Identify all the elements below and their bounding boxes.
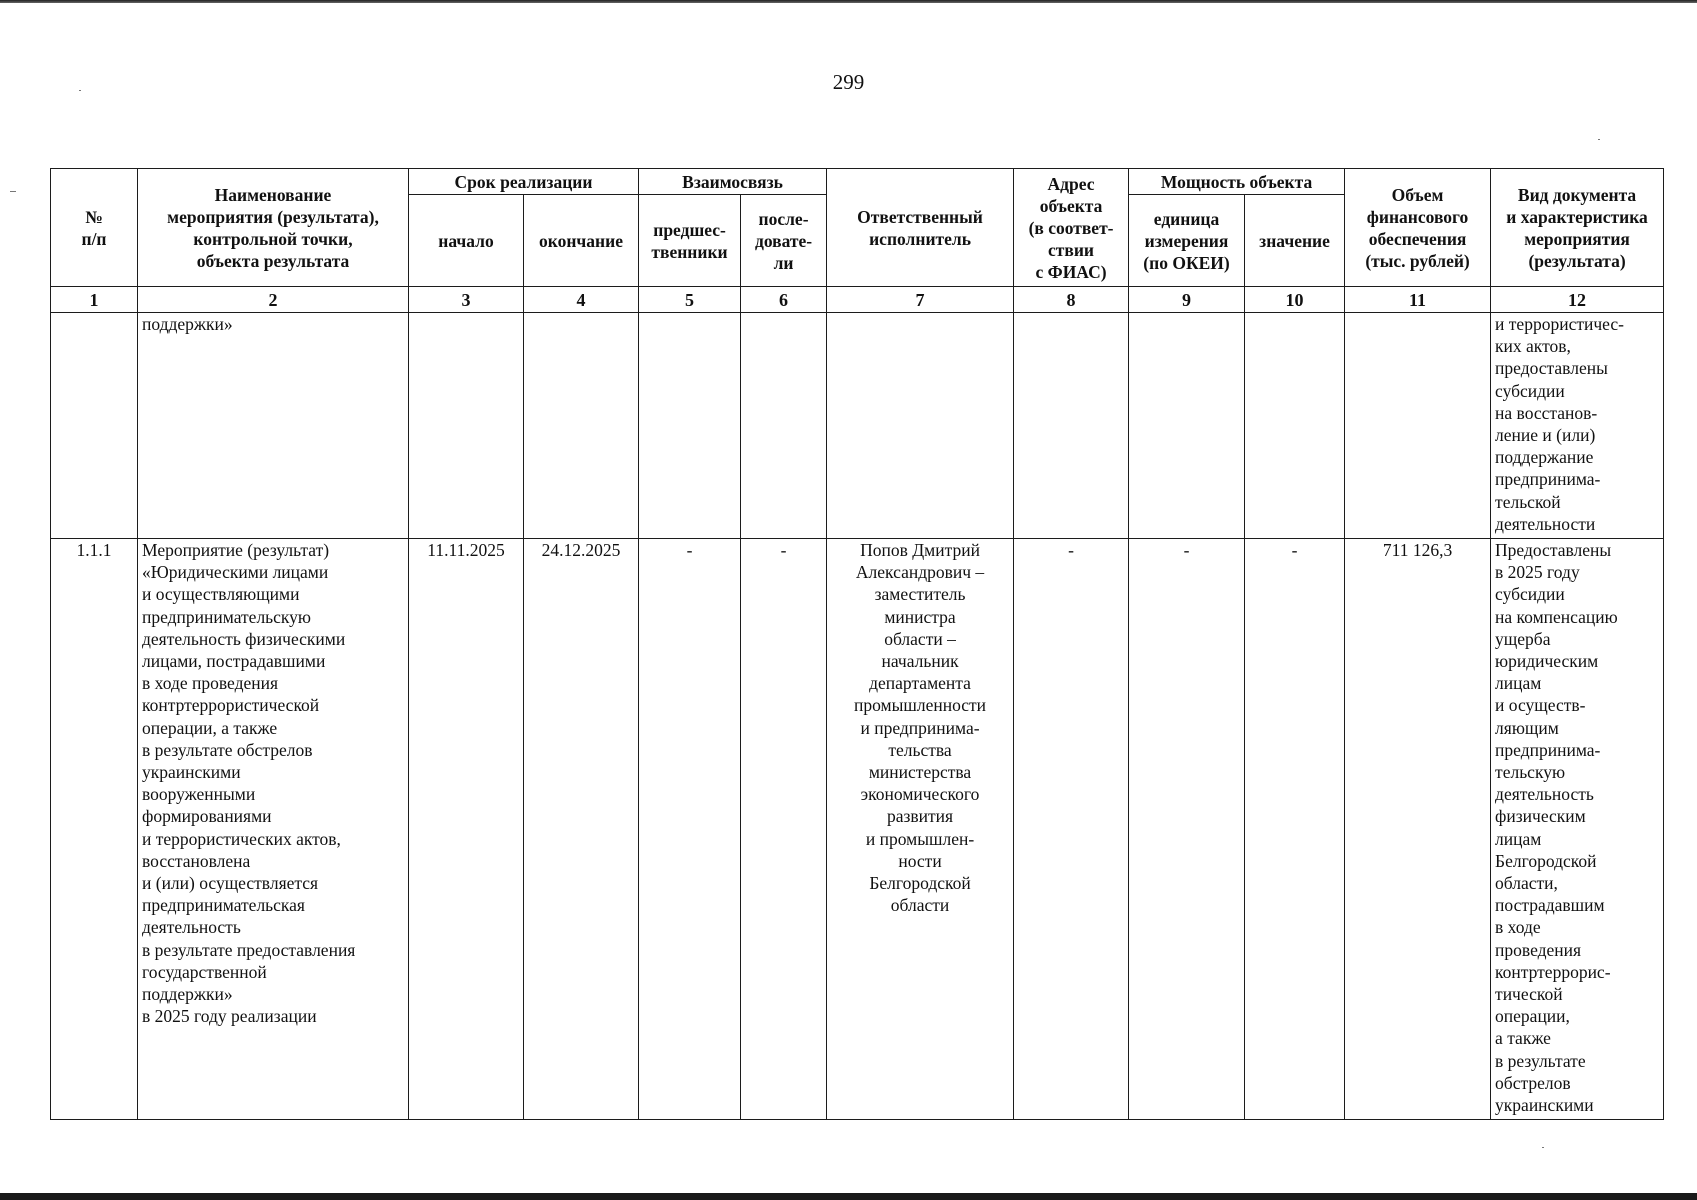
column-number: 4	[524, 287, 639, 313]
column-number-row	[51, 287, 1664, 313]
header-capacity-label: Мощность объекта	[1160, 171, 1313, 192]
row-end	[524, 313, 639, 539]
column-number: 7	[827, 287, 1014, 313]
table-row	[51, 539, 1664, 1120]
row-executor: Попов Дмитрий Александрович – заместитель министра области – начальник департамента промышленности и предпринима- тельства министерства экономического развития и промышлен- ности Белгородской области	[827, 539, 1014, 1120]
header-name	[138, 169, 409, 287]
header-finance-label: Объем финансового обеспечения (тыс. рублей)	[1365, 184, 1470, 271]
scan-edge-bottom	[0, 1193, 1697, 1200]
column-number: 11	[1345, 287, 1491, 313]
header-name-label: Наименование мероприятия (результата), контрольной точки, объекта результата	[167, 184, 379, 271]
header-capacity-value	[1245, 195, 1345, 287]
row-next: -	[741, 539, 827, 1120]
column-number: 10	[1245, 287, 1345, 313]
header-executor	[827, 169, 1014, 287]
header-capacity-unit-label: единица измерения (по ОКЕИ)	[1143, 208, 1230, 273]
column-number: 6	[741, 287, 827, 313]
row-num	[51, 313, 138, 539]
scan-edge-top	[0, 0, 1697, 3]
row-start	[409, 313, 524, 539]
column-number: 12	[1491, 287, 1664, 313]
header-period-label: Срок реализации	[454, 171, 593, 192]
row-pred	[639, 313, 741, 539]
plan-table	[50, 168, 1664, 1120]
header-num	[51, 169, 138, 287]
header-capacity-unit	[1129, 195, 1245, 287]
column-number: 1	[51, 287, 138, 313]
row-address	[1014, 313, 1129, 539]
row-value	[1245, 313, 1345, 539]
row-end: 24.12.2025	[524, 539, 639, 1120]
row-next	[741, 313, 827, 539]
header-period-end	[524, 195, 639, 287]
header-link	[639, 169, 827, 195]
header-period-end-label: окончание	[539, 230, 623, 251]
row-pred: -	[639, 539, 741, 1120]
column-number: 2	[138, 287, 409, 313]
row-finance: 711 126,3	[1345, 539, 1491, 1120]
header-link-label: Взаимосвязь	[682, 171, 783, 192]
scan-speck	[1598, 139, 1600, 140]
column-number: 3	[409, 287, 524, 313]
column-number: 9	[1129, 287, 1245, 313]
header-link-pred	[639, 195, 741, 287]
row-doc: и террористичес- ких актов, предоставлены субсидии на восстанов- ление и (или) поддержание предпринима- тельской деятельности	[1491, 313, 1664, 539]
scan-speck	[1542, 1147, 1544, 1148]
scan-speck	[10, 191, 16, 192]
row-start: 11.11.2025	[409, 539, 524, 1120]
header-finance	[1345, 169, 1491, 287]
row-num: 1.1.1	[51, 539, 138, 1120]
header-capacity-value-label: значение	[1259, 230, 1330, 251]
header-link-next-label: после- довате- ли	[754, 208, 813, 273]
header-period-start-label: начало	[438, 230, 494, 251]
header-period-start	[409, 195, 524, 287]
header-address	[1014, 169, 1129, 287]
header-period	[409, 169, 639, 195]
row-finance	[1345, 313, 1491, 539]
header-doc	[1491, 169, 1664, 287]
row-unit	[1129, 313, 1245, 539]
header-address-label: Адрес объекта (в соответ- ствии с ФИАС)	[1028, 173, 1114, 282]
row-unit: -	[1129, 539, 1245, 1120]
row-address: -	[1014, 539, 1129, 1120]
page-number: 299	[832, 70, 865, 94]
column-number: 5	[639, 287, 741, 313]
header-doc-label: Вид документа и характеристика мероприятия (результата)	[1506, 184, 1648, 271]
row-doc: Предоставлены в 2025 году субсидии на компенсацию ущерба юридическим лицам и осуществ- ляющим предпринима- тельскую деятельность физическим лицам Белгородской области, пострадавшим в ходе проведения контртеррорис- тической операции, а также в результате обстрелов украинскими	[1491, 539, 1664, 1120]
header-num-label: № п/п	[81, 206, 107, 249]
header-link-next	[741, 195, 827, 287]
column-number: 8	[1014, 287, 1129, 313]
header-link-pred-label: предшес- твенники	[651, 219, 728, 262]
row-value: -	[1245, 539, 1345, 1120]
row-executor	[827, 313, 1014, 539]
table-header	[51, 169, 1664, 313]
header-executor-label: Ответственный исполнитель	[857, 206, 983, 249]
table-row	[51, 313, 1664, 539]
row-name: Мероприятие (результат) «Юридическими лицами и осуществляющими предпринимательскую деятельность физическими лицами, пострадавшими в ходе проведения контртеррористической операции, а также в результате обстрелов украинскими вооруженными формированиями и террористических актов, восстановлена и (или) осуществляется предпринимательская деятельность в результате предоставления государственной поддержки» в 2025 году реализации	[138, 539, 409, 1120]
row-name: поддержки»	[138, 313, 409, 539]
header-capacity	[1129, 169, 1345, 195]
